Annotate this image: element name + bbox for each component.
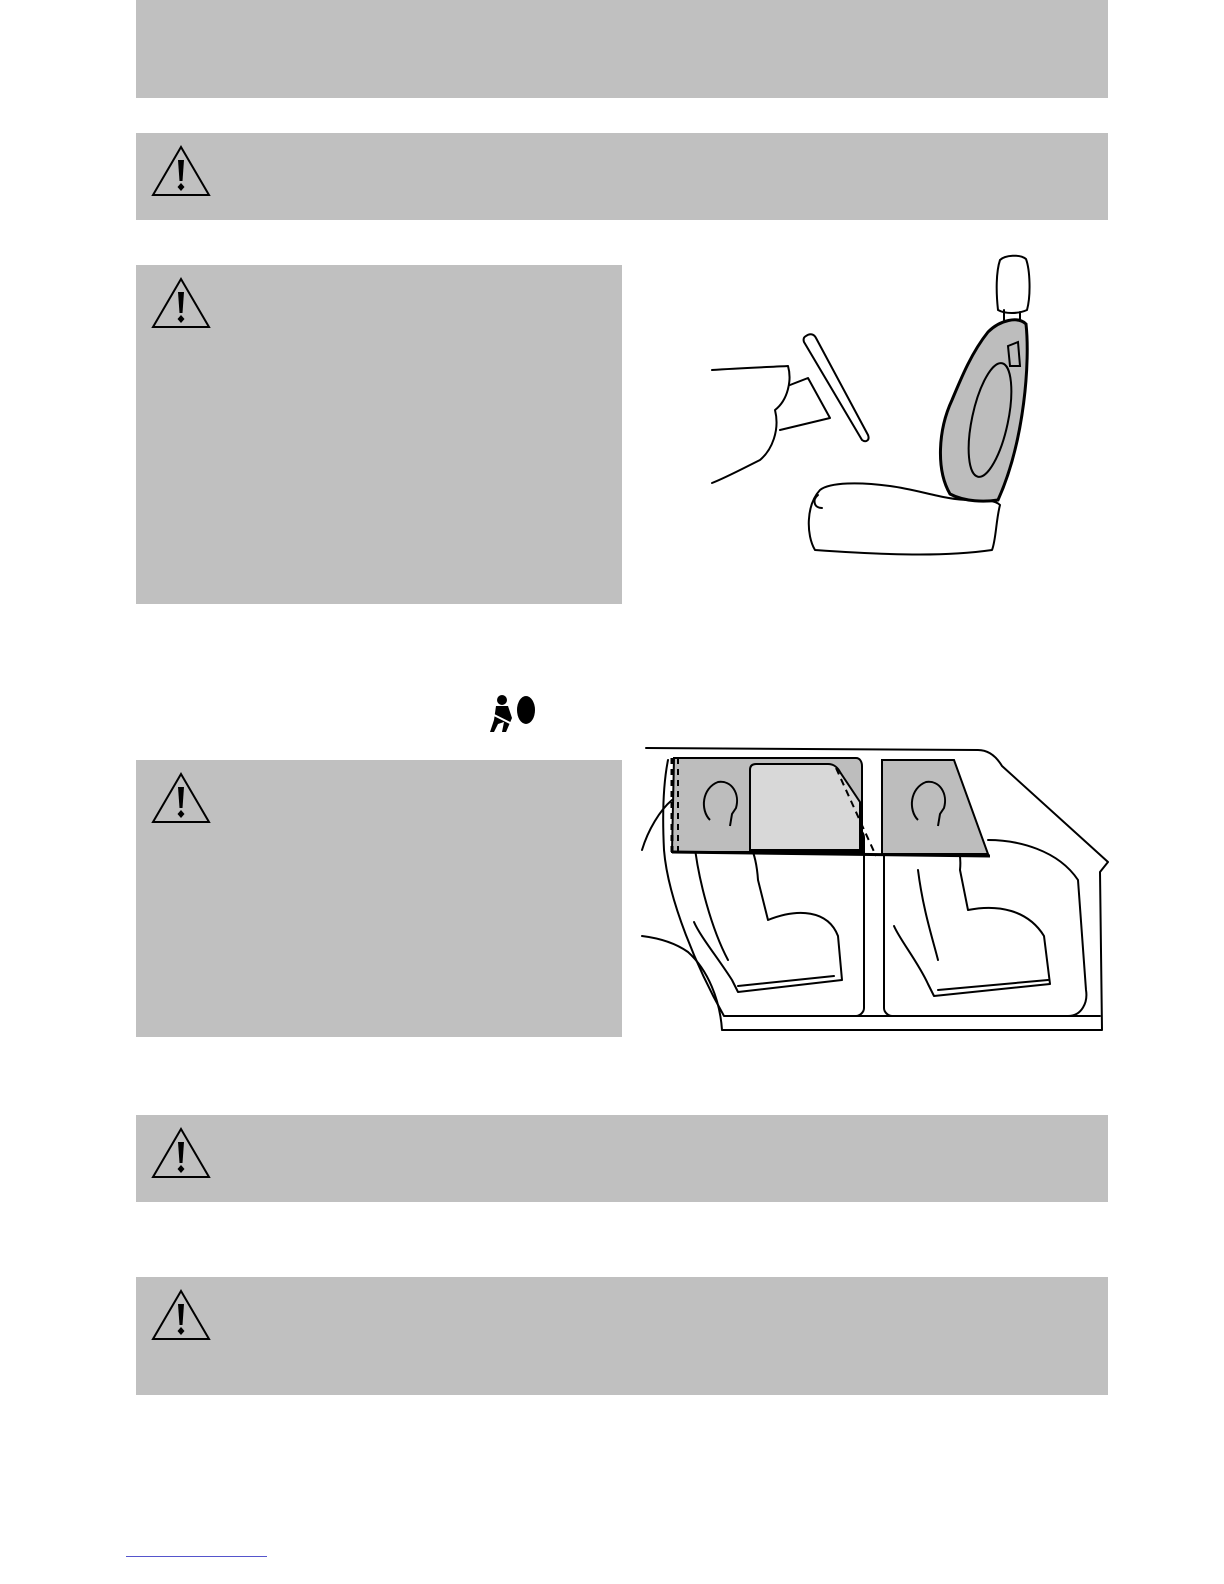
warning-panel-4 — [136, 1115, 1108, 1202]
warning-triangle-icon — [150, 144, 212, 198]
footer-link-underline — [126, 1556, 267, 1557]
warning-triangle-icon — [150, 771, 212, 825]
warning-triangle-icon — [150, 1126, 212, 1180]
warning-panel-1 — [136, 133, 1108, 220]
warning-panel-5 — [136, 1277, 1108, 1395]
warning-panel-2 — [136, 265, 622, 604]
warning-triangle-icon — [150, 276, 212, 330]
side-airbag-seat-illustration — [700, 250, 1120, 570]
airbag-warning-light-symbol — [488, 694, 536, 734]
warning-triangle-icon — [150, 1288, 212, 1342]
safety-canopy-curtain-illustration — [638, 740, 1118, 1040]
top-note-panel — [136, 0, 1108, 98]
warning-panel-3 — [136, 760, 622, 1037]
